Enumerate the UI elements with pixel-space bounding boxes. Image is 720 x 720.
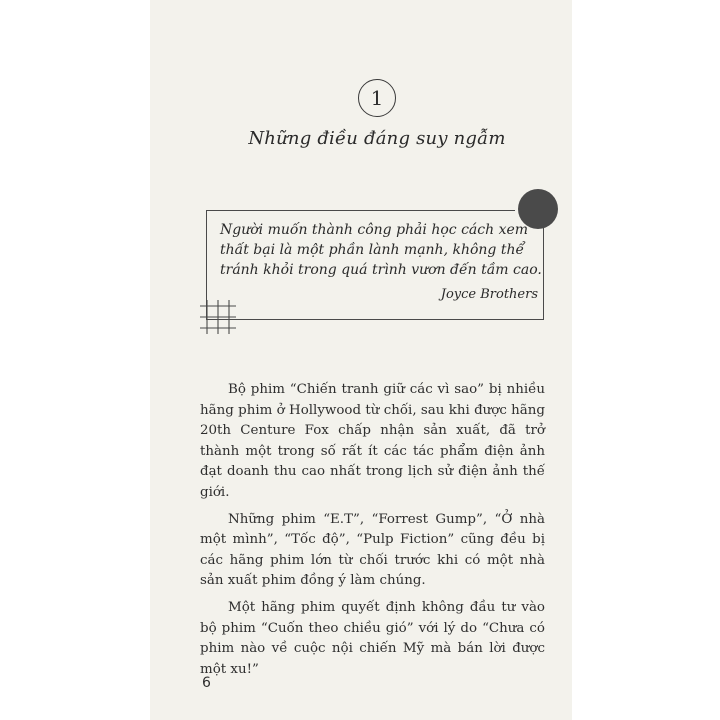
book-page [150,0,572,720]
page-number: 6 [202,675,211,691]
grid-icon [198,300,238,336]
chapter-title: Những điều đáng suy ngẫm [248,128,506,149]
body-paragraph: Những phim “E.T”, “Forrest Gump”, “Ở nhà một mình”, “Tốc độ”, “Pulp Fiction” cũng đều bị các hãng phim lớn từ chối trước khi có một nhà sản xuất phim đồng ý làm chúng. [200,511,545,589]
body-paragraph: Một hãng phim quyết định không đầu tư vào bộ phim “Cuốn theo chiều gió” với lý do “Chưa có phim nào về cuộc nội chiến Mỹ mà bán lời được một xu!” [200,599,545,677]
quote-author: Joyce Brothers [440,287,538,302]
chapter-number-circle [358,79,396,117]
quote-text: Người muốn thành công phải học cách xem thất bại là một phần lành mạnh, không thể tránh khỏi trong quá trình vươn đến tầm cao. [220,222,542,278]
body-text [200,380,545,686]
chapter-number: 1 [370,86,384,110]
body-paragraph: Bộ phim “Chiến tranh giữ các vì sao” bị nhiều hãng phim ở Hollywood từ chối, sau khi được hãng 20th Centure Fox chấp nhận sản xuất, đã trở thành một trong số rất ít các tác phẩm điện ảnh đạt doanh thu cao nhất trong lịch sử điện ảnh thế giới. [200,382,545,500]
